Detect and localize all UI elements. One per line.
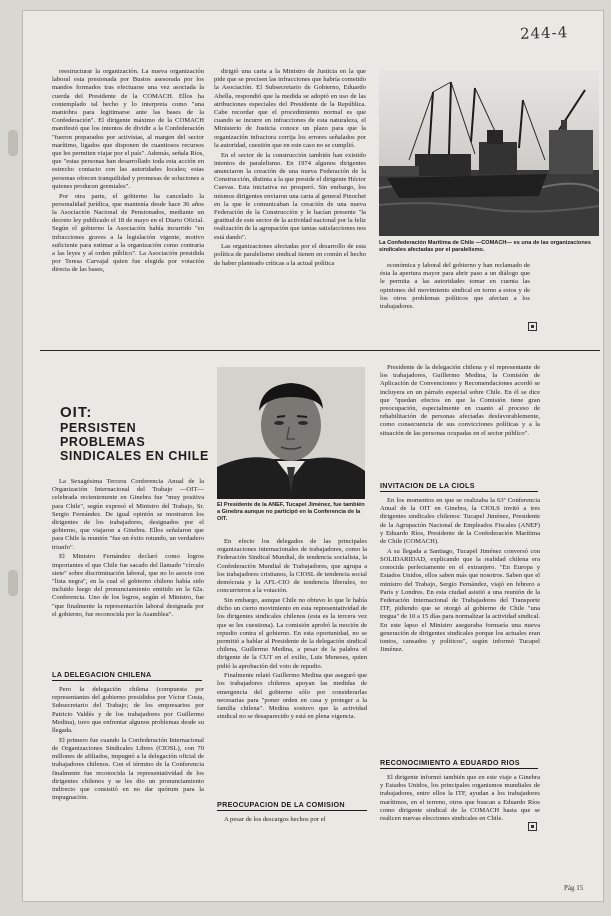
ship-photo-caption: La Confederación Marítima de Chile —COMACH— es una de las organizaciones sindicales afectadas por el paralelismo. — [379, 240, 591, 253]
paragraph: Por otra parte, el gobierno ha cancelado la personalidad jurídica, que mantenía desde hace 36 años la Asociación Nacional de Pensionados, mediante un decreto ley publicado el 18 de mayo en el Diario Oficial. Según el gobierno la Asociación había incurrido "en infracciones graves a la legislación vigente, motivo suficiente para estimar a la organización como contraria a las leyes y al orden público". La Asociación presidida por Teresa Carvajal quien fue elegida por votación directa de las bases, — [52, 192, 204, 274]
section-subheading: INVITACION DE LA CIOLS — [380, 481, 538, 492]
page-number: Pág 15 — [564, 884, 584, 892]
paragraph: El Ministro Fernández declaró como logros importantes el que Chile fue sacado del llamado "círculo siete" sobre discriminación laboral, que no lo asocie con "lista negra", en la cual el gobierno chileno había sido incluido luego del pronunciamiento emitido en la 62a. Conferencia. Uno de los logros, según el Ministro, fue "que finalmente la representación laboral designada por el gobierno, fue reconocida por la Asamblea". — [52, 553, 204, 618]
paragraph: Las organizaciones afectadas por el desarrollo de esta política de paralelismo sindical tienen en común el hecho de haber planteado críticas a la actual política — [214, 243, 366, 267]
paragraph: A su llegada a Santiago, Tucapel Jiménez conversó con SOLIDARIDAD, explicando que la realidad chilena era conocida perfectamente en el extranjero. "En Europa y Estados Unidos, ellos saben más que nosotros. Saben que el ministro del Trabajo, Sergio Fernández, viajó en febrero a París y Londres. En esta ciudad asistió a una reunión de la Federación Internacional de Trabajadores del Transporte ITF, pidiendo que se otorgó al gobierno de Chile "una tregua" de 10 a 15 días para normalizar la actividad sindical. En este lapso el Ministro aseguraba formaría una nueva generación de dirigentes sindicales porque los actuales eran tontos, cansados y políticos", según informó Tucapel Jiménez. — [380, 547, 540, 654]
paragraph: reestructurar la organización. La nueva organización laboral esta presionada por Bustos asesorada por los mandos formados tras efectuarse una vez asociada la cuerda del Presidente de la COMACH. Ellos ha contemplado tal hecho y lo interpreta como "una maniobra para legitimarse ante las bases de la Confederación". El dirigente máximo de la COMACH manifestó que los intentos de dividir a la Confederación "fueron preparados por activistas, al margen del sector marítimo, ligados que disponen de cuantiosos recursos que les permiten viajar por el país". Además, señala Ríos, que "estas personas han desarrollado toda esta acción en estrecho contacto con las autoridades locales; estas personas ofrecen tranquilidad y promesas de soluciones a quienes producen gremiales". — [52, 68, 204, 190]
section-subheading: RECONOCIMIENTO A EDUARDO RIOS — [380, 758, 538, 769]
section-subheading: PREOCUPACION DE LA COMISION — [217, 800, 367, 811]
paragraph: Presidente de la delegación chilena y el representante de los trabajadores, Guillermo Medina, la Comisión de Aplicación de Convenciones y Recomendaciones acordó se incluyera en un párrafo especial sobre Chile. En él se dice que "quedan efectos en que la Comisión tiene gran preocupación, especialmente en cuanto al proceso de rehabilitación de personas afectadas desfavorablemente, como consecuencia de sus convicciones políticas y a la situación de las personas ocupadas en el sector público". — [380, 364, 540, 437]
portrait-photo — [217, 367, 365, 499]
oit-column-2b — [217, 816, 367, 828]
title-line: PERSISTEN PROBLEMAS — [60, 421, 146, 449]
end-of-article-mark — [528, 822, 537, 831]
binder-hole — [8, 130, 18, 156]
oit-column-3c — [380, 774, 540, 830]
paragraph: En el sector de la construcción también han existido intentos de paralelismo. En 1974 algunos dirigentes anunciaron la creación de una nueva Federación de la Construcción, distinta a la que preside el dirigente Héctor Cuevas. Esta iniciativa no prosperó. Sin embargo, los mismos dirigentes enviaron una carta al general Pinochet en la que le comunicaban la creación de una nueva Federación de la Construcción y le hacían presente "la gratitud de este sector de la actividad nacional por la feliz realización de la agrupación que tantas satisfacciones nos está dando". — [214, 151, 366, 241]
paragraph: Pero la delegación chilena (compuesta por representantes del gobierno presididos por Víctor Costa, Subsecretario del Trabajo; de los empresarios por Patricio Valdés y de los trabajadores por Guillermo Medina), tuvo que enfrentar algunos problemas desde su llegada. — [52, 686, 204, 735]
paragraph: El dirigente informó también que en este viaje a Ginebra y Estados Unidos, los principales organismos mundiales de trabajadores, entre ellos la ITF, ayudan a los trabajadores marítimos, en el terreno, otros que buscan a Eduardo Ríos como dirigente sindical de la COMACH hasta que se realicen nuevas elecciones sindicales en Chile. — [380, 774, 540, 823]
paragraph: económica y laboral del gobierno y han reclamado de ésta la apertura mayor para abrir paso a un diálogo que le permita a las autoridades tomar en cuenta las opiniones del movimiento sindical en torno a estos y de los otros problemas políticos que afectan a los trabajadores. — [380, 262, 530, 311]
article-divider — [40, 350, 600, 351]
title-line: OIT: — [60, 404, 93, 421]
top-article-column-3 — [380, 262, 530, 332]
oit-column-2 — [217, 538, 367, 786]
paragraph: Sin embargo, aunque Chile no obtuvo lo que le había dicho un cierto movimiento en esta representatividad de los dirigentes sindicales chilenos (esta es la tercera vez que se les cuestiona). La comisión aprobó la moción de repudio contra el gobierno. En esta oportunidad, no se permitió a hablar al Presidente de la delegación sindical chilena, Guillermo Medina, a pesar de la palabra el dirigente de la CUT en el exilio, Luis Meneses, quien pidió la aprobación del voto de repudio. — [217, 596, 367, 670]
paragraph: En los momentos en que se realizaba la 63ª Conferencia Anual de la OIT en Ginebra, la CIOLS invitó a tres dirigentes sindicales chilenos: Tucapel Jiménez, Presidente de la Agrupación Nacional de Empleados Fiscales (ANEF) y Eduardo Ríos, Presidente de la Confederación Marítima de Chile (COMACH). — [380, 497, 540, 546]
paragraph: Finalmente relató Guillermo Medina que aseguró que los trabajadores chilenos apoyan las medidas de emergencia del gobierno sólo por considerarlas necesarias para "poner orden en casa y proteger a la familia chilena". Medina sostuvo que la actividad sindical no se desaparecido y está en plena vigencia. — [217, 672, 367, 721]
paragraph: A pesar de los descargos hechos por el — [224, 816, 326, 823]
oit-column-1b — [52, 686, 204, 816]
top-article-column-2 — [214, 68, 366, 336]
top-article-column-1 — [52, 68, 204, 336]
title-line: SINDICALES EN CHILE — [60, 449, 209, 463]
paragraph: En efecto los delegados de las principales organizaciones internacionales de trabajadores, como la Federación Sindical Mundial, de tendencia socialista, la Confederación Mundial de Trabajadores, que agrupa a los trabajadores cristianos, la CIOSL de tendencia social demócrata y la AFL-CIO de tendencia liberales, no concurrieron a la votación. — [217, 538, 367, 595]
binder-hole — [8, 570, 18, 596]
oit-column-1 — [52, 478, 204, 664]
end-of-article-mark — [528, 322, 537, 331]
ship-photo — [379, 70, 599, 236]
oit-column-3 — [380, 364, 540, 472]
paragraph: El primero fue cuando la Confederación Internacional de Organizaciones Sindicales Libres (CIOSL), con 70 millones de afiliados, impugnó a la delegación oficial de trabajadores chilenos. Con el término de la Conferencia finalmente fue reconocida la representatividad de los dirigentes chilenos y se les dio un pronunciamiento indirecto que consistió en no dar quórum para la impugnación. — [52, 736, 204, 802]
paragraph: dirigió una carta a la Ministro de Justicia en la que pide que se precisen las infracciones que habría cometido la Asociación. El Subsecretario de Gobierno, Eduardo Abella, respondió que la medida se adoptó en uso de las atribuciones especiales del Presidente de la República. Cabe recordar que el procedimiento normal es que cuando se incurre en infracciones de esta naturaleza, el Ministerio de Justicia conoce un plazo para que la organización infractora corrija los errores señalados por la autoridad, cuestión que en este caso no se cumplió. — [214, 68, 366, 149]
handwritten-archive-number: 244-4 — [519, 23, 569, 43]
article-title — [60, 405, 210, 463]
oit-column-3b — [380, 497, 540, 739]
paragraph: La Sexagésima Tercera Conferencia Anual de la Organización Internacional del Trabajo —OIT— celebrada recientemente en Ginebra fue "muy positiva para Chile", según expresó el Ministro del Trabajo, Sr. Sergio Fernández. De igual opinión se mostraron los dirigentes de los trabajadores, designados por el gobierno, que viajaron a Ginebra. Ellos señalaron que para Chile la reunión "fue un éxito rotundo, un verdadero triunfo". — [52, 478, 204, 551]
section-subheading: LA DELEGACION CHILENA — [52, 670, 202, 681]
portrait-caption: El Presidente de la ANEF, Tucapel Jiménez, fue también a Ginebra aunque no participó en la Conferencia de la OIT. — [217, 502, 365, 522]
